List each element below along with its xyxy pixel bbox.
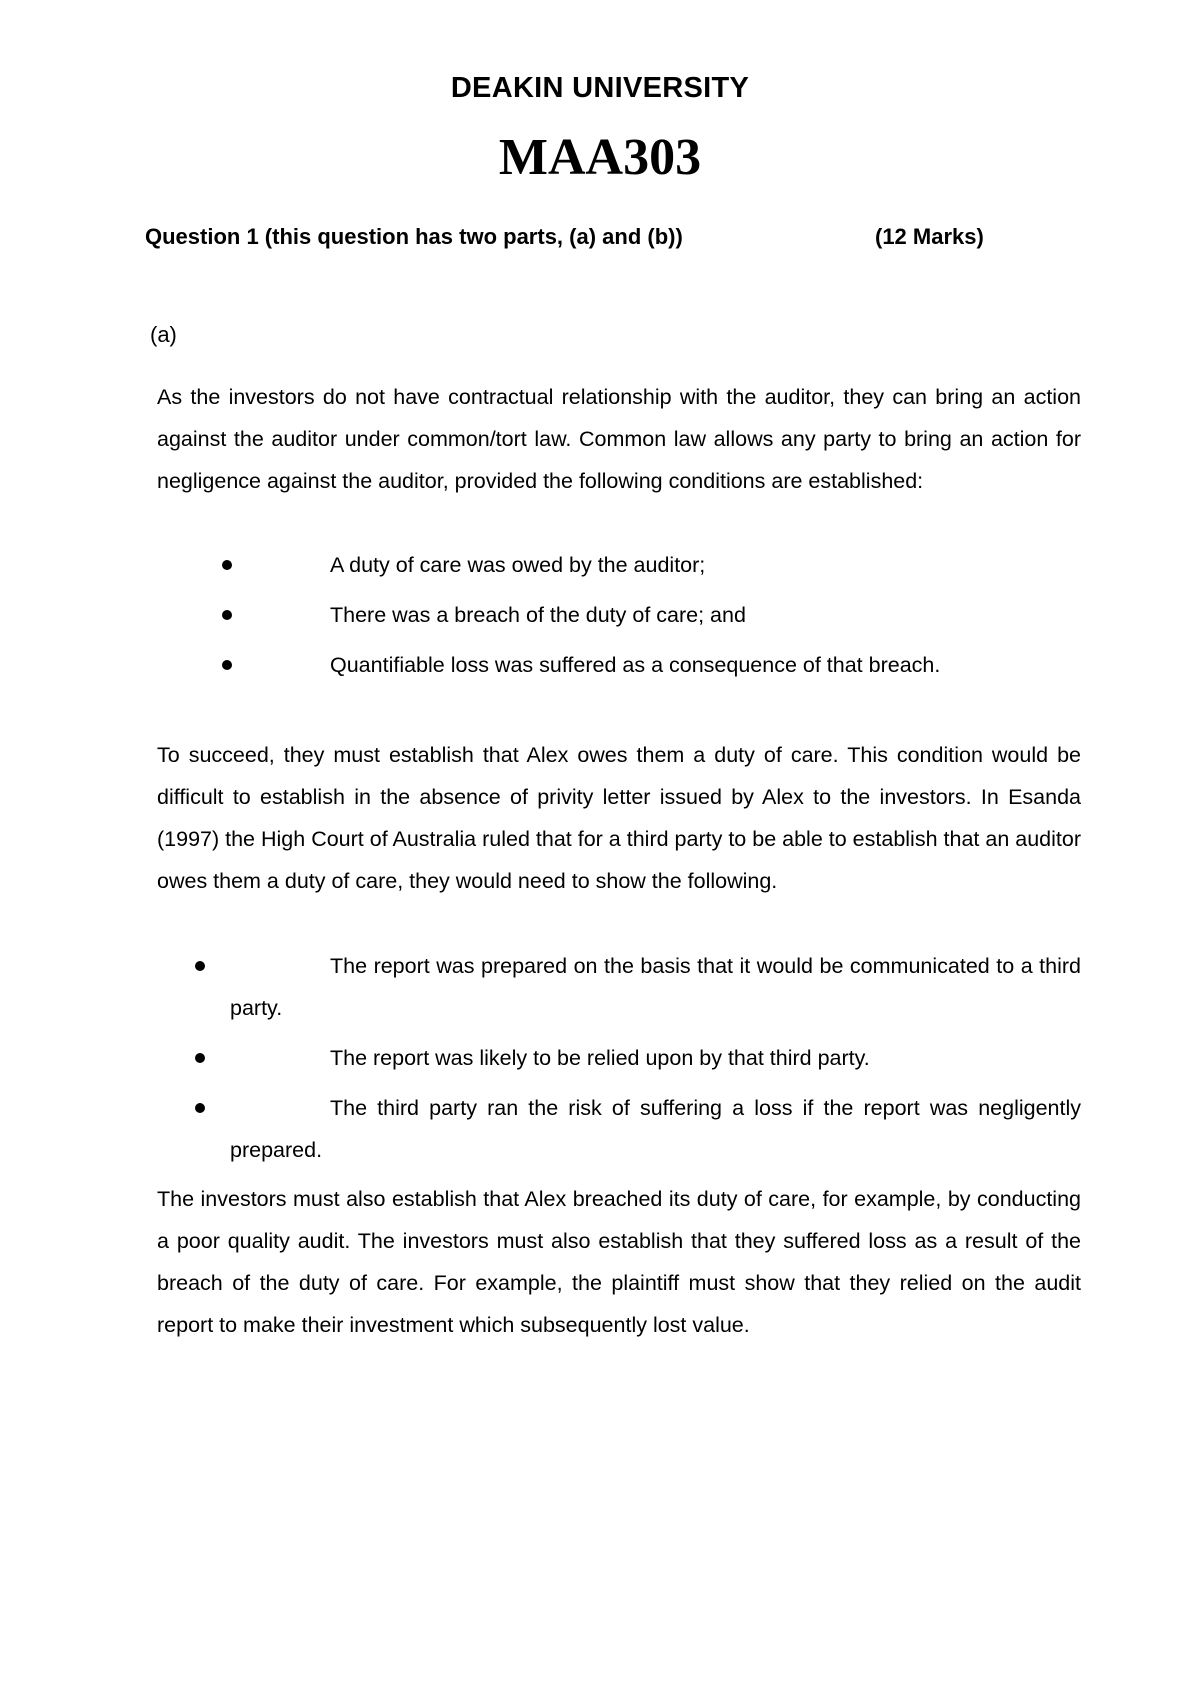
esanda-point-text: The report was likely to be relied upon by that third party. — [330, 1046, 870, 1070]
condition-text: Quantifiable loss was suffered as a consequence of that breach. — [330, 653, 941, 677]
paragraph-breach: The investors must also establish that Alex breached its duty of care, for example, by conducting a poor quality audit. The investors must also establish that they suffered loss as a result of the breach of the duty of care. For example, the plaintiff must show that they relied on the audit report to make their investment which subsequently lost value. — [157, 1187, 1081, 1337]
condition-text: A duty of care was owed by the auditor; — [330, 553, 706, 577]
bullet-icon — [195, 961, 205, 971]
bullet-icon — [195, 1103, 205, 1113]
bullet-icon — [222, 660, 232, 670]
part-label: (a) — [150, 322, 177, 347]
esanda-point-text: The report was prepared on the basis that it would be communicated to a third party. — [230, 954, 1081, 1020]
question-heading: Question 1 (this question has two parts, (a) and (b)) — [145, 224, 683, 249]
university-title: DEAKIN UNIVERSITY — [450, 72, 750, 104]
esanda-point-text: The third party ran the risk of suffering a loss if the report was negligently prepared. — [230, 1096, 1081, 1162]
bullet-icon — [195, 1053, 205, 1063]
paragraph-duty-of-care: To succeed, they must establish that Alex owes them a duty of care. This condition would be difficult to establish in the absence of privity letter issued by Alex to the investors. In Esanda (1997) the High Court of Australia ruled that for a third party to be able to establish that an auditor owes them a duty of care, they would need to show the following. — [157, 743, 1081, 893]
condition-text: There was a breach of the duty of care; and — [330, 603, 746, 627]
bullet-icon — [222, 560, 232, 570]
question-marks: (12 Marks) — [875, 224, 984, 249]
paragraph-intro: As the investors do not have contractual relationship with the auditor, they can bring an action against the auditor under common/tort law. Common law allows any party to bring an action for negligence against the auditor, provided the following conditions are established: — [157, 385, 1081, 493]
bullet-icon — [222, 610, 232, 620]
course-code: MAA303 — [498, 129, 702, 186]
